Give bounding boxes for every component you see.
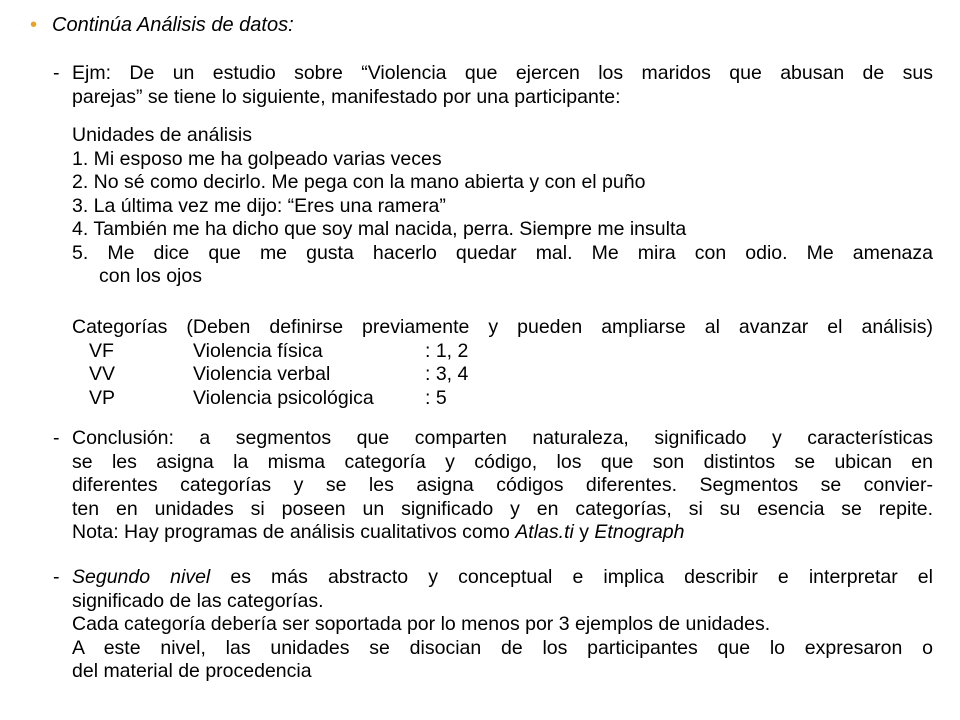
category-row-vv <box>72 363 933 387</box>
note-program-atlas: Atlas.ti <box>515 521 574 543</box>
categories-heading: Categorías (Deben definirse previamente y pueden ampliarse al avanzar el análisis) <box>72 316 933 338</box>
unit-2: 2. No sé como decirlo. Me pega con la mano abierta y con el puño <box>72 171 646 193</box>
category-code: VV <box>89 363 116 385</box>
bullet-icon: • <box>30 14 38 36</box>
category-name: Violencia verbal <box>193 363 331 385</box>
unit-5-line-2: con los ojos <box>99 265 202 287</box>
conclusion-line-3: diferentes categorías y se les asigna códigos diferentes. Segmentos se convier- <box>72 474 933 496</box>
second-level-line-1 <box>72 566 933 590</box>
units-of-analysis <box>72 124 933 289</box>
second-level-line-2: significado de las categorías. <box>72 589 324 612</box>
conclusion-line-1: Conclusión: a segmentos que comparten naturaleza, significado y características <box>72 427 933 449</box>
slide-title-text: Continúa Análisis de datos: <box>52 14 294 36</box>
category-units: : 3, 4 <box>425 363 469 385</box>
unit-5-line-1: 5. Me dice que me gusta hacerlo quedar mal. Me mira con odio. Me amenaza <box>72 241 933 264</box>
example-line-2: parejas” se tiene lo siguiente, manifestado por una participante: <box>72 85 621 108</box>
unit-4: 4. También me ha dicho que soy mal nacida, perra. Siempre me insulta <box>72 218 687 240</box>
conclusion-note <box>72 521 933 545</box>
note-program-etnograph: Etnograph <box>594 521 685 543</box>
note-mid: y <box>573 521 595 543</box>
item-conclusion <box>53 427 933 545</box>
conclusion-line-4: ten en unidades si poseen un significado y en categorías, si su esencia se repite. <box>72 497 933 520</box>
category-row-vf <box>72 340 933 364</box>
units-heading: Unidades de análisis <box>72 124 252 146</box>
item-example <box>53 62 933 109</box>
category-units: : 1, 2 <box>425 339 469 362</box>
unit-3: 3. La última vez me dijo: “Eres una ramera” <box>72 194 446 217</box>
note-prefix: Nota: Hay programas de análisis cualitativos como <box>72 521 516 543</box>
second-level-term: Segundo nivel <box>72 566 211 588</box>
category-name: Violencia psicológica <box>193 386 374 409</box>
dash-marker: - <box>53 62 60 84</box>
slide-title <box>30 14 294 38</box>
category-row-vp <box>72 387 933 411</box>
conclusion-line-2: se les asigna la misma categoría y código, los que son distintos se ubican en <box>72 450 933 473</box>
category-code: VF <box>89 339 114 362</box>
example-line-1: Ejm: De un estudio sobre “Violencia que ejercen los maridos que abusan de sus <box>72 62 933 84</box>
item-second-level <box>53 566 933 684</box>
unit-1: 1. Mi esposo me ha golpeado varias veces <box>72 147 442 170</box>
second-level-line-1-rest: es más abstracto y conceptual e implica describir e interpretar el <box>210 566 933 588</box>
categories-block <box>72 316 933 410</box>
category-units: : 5 <box>425 386 447 409</box>
dash-marker: - <box>53 427 60 449</box>
second-level-line-5: del material de procedencia <box>72 660 312 682</box>
second-level-line-4: A este nivel, las unidades se disocian de los participantes que lo expresaron o <box>72 636 933 659</box>
category-code: VP <box>89 386 116 409</box>
category-name: Violencia física <box>193 339 323 362</box>
dash-marker: - <box>53 566 60 588</box>
second-level-line-3: Cada categoría debería ser soportada por lo menos por 3 ejemplos de unidades. <box>72 613 771 635</box>
